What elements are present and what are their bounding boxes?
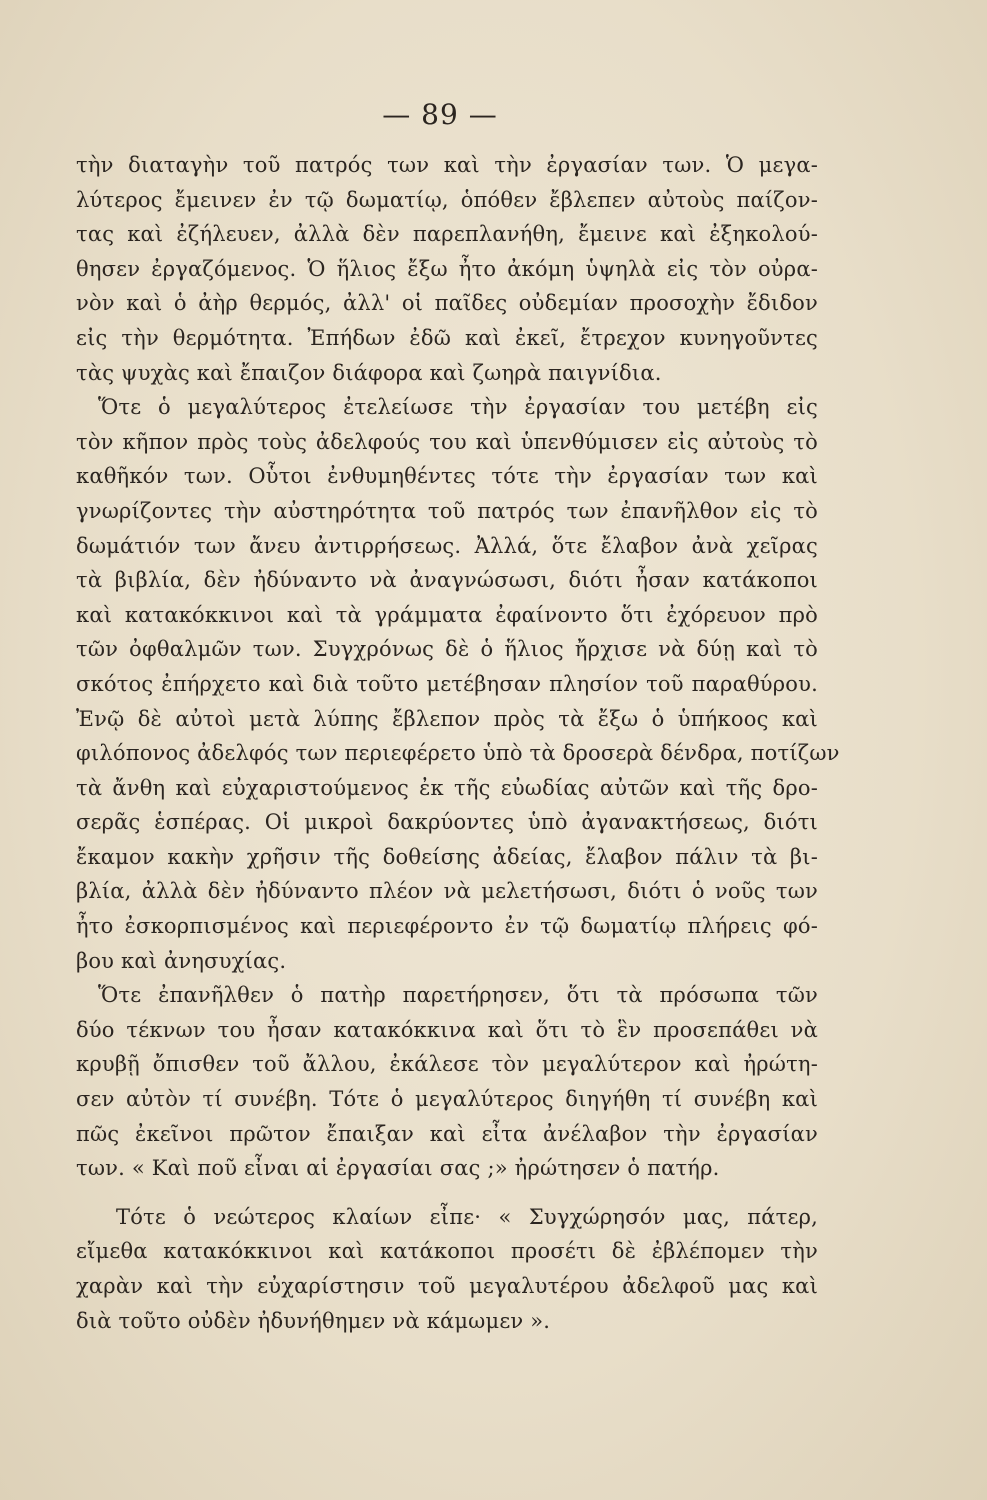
text-line: τὰς ψυχὰς καὶ ἔπαιζον διάφορα καὶ ζωηρὰ παιγνίδια. (76, 360, 662, 385)
text-line: διὰ τοῦτο οὐδὲν ἠδυνήθημεν νὰ κάμωμεν ». (76, 1308, 551, 1333)
text-line: ἔκαμον κακὴν χρῆσιν τῆς δοθείσης ἀδείας, ἔλαβον πάλιν τὰ βι- (76, 844, 818, 869)
text-line: εἰς τὴν θερμότητα. Ἐπήδων ἐδῶ καὶ ἐκεῖ, ἔτρεχον κυνηγοῦντες (76, 325, 818, 350)
text-line: βου καὶ ἀνησυχίας. (76, 948, 287, 973)
text-line: καθῆκόν των. Οὗτοι ἐνθυμηθέντες τότε τὴν ἐργασίαν των καὶ (76, 464, 818, 489)
text-line: βλία, ἀλλὰ δὲν ἠδύναντο πλέον νὰ μελετήσωσι, διότι ὁ νοῦς των (76, 879, 818, 904)
text-line: λύτερος ἔμεινεν ἐν τῷ δωματίῳ, ὁπόθεν ἔβλεπεν αὐτοὺς παίζον- (76, 187, 818, 212)
body-text (76, 148, 840, 1338)
text-line: κρυβῇ ὄπισθεν τοῦ ἄλλου, ἐκάλεσε τὸν μεγαλύτερον καὶ ἠρώτη- (76, 1052, 818, 1077)
text-line: σκότος ἐπήρχετο καὶ διὰ τοῦτο μετέβησαν πλησίον τοῦ παραθύρου. (76, 671, 818, 696)
text-line: καὶ κατακόκκινοι καὶ τὰ γράμματα ἐφαίνοντο ὅτι ἐχόρευον πρὸ (76, 602, 818, 627)
text-line: γνωρίζοντες τὴν αὐστηρότητα τοῦ πατρός των ἐπανῆλθον εἰς τὸ (76, 498, 818, 523)
paragraph-start-line: Τότε ὁ νεώτερος κλαίων εἶπε· « Συγχώρησόν μας, πάτερ, (116, 1204, 818, 1229)
text-line: θησεν ἐργαζόμενος. Ὁ ἥλιος ἔξω ἦτο ἀκόμη ὑψηλὰ εἰς τὸν οὐρα- (76, 256, 818, 281)
text-line: Ἐνῷ δὲ αὐτοὶ μετὰ λύπης ἔβλεπον πρὸς τὰ ἔξω ὁ ὑπήκοος καὶ (76, 706, 818, 731)
text-line: νὸν καὶ ὁ ἀὴρ θερμός, ἀλλ' οἱ παῖδες οὐδεμίαν προσοχὴν ἔδιδον (76, 291, 818, 316)
text-line: εἴμεθα κατακόκκινοι καὶ κατάκοποι προσέτι δὲ ἐβλέπομεν τὴν (76, 1239, 818, 1264)
text-line: δύο τέκνων του ἦσαν κατακόκκινα καὶ ὅτι τὸ ἓν προσεπάθει νὰ (76, 1017, 818, 1042)
text-line: τὴν διαταγὴν τοῦ πατρός των καὶ τὴν ἐργασίαν των. Ὁ μεγα- (76, 153, 818, 177)
text-line: ἦτο ἐσκορπισμένος καὶ περιεφέροντο ἐν τῷ δωματίῳ πλήρεις φό- (76, 914, 818, 939)
text-line: τὸν κῆπον πρὸς τοὺς ἀδελφούς του καὶ ὑπενθύμισεν εἰς αὐτοὺς τὸ (76, 429, 818, 454)
text-line: φιλόπονος ἀδελφός των περιεφέρετο ὑπὸ τὰ δροσερὰ δένδρα, ποτίζων (76, 741, 840, 766)
page-number: — 89 — (382, 98, 498, 131)
text-line: τῶν ὀφθαλμῶν των. Συγχρόνως δὲ ὁ ἥλιος ἤρχισε νὰ δύῃ καὶ τὸ (76, 637, 818, 662)
text-line: τὰ ἄνθη καὶ εὐχαριστούμενος ἐκ τῆς εὐωδίας αὐτῶν καὶ τῆς δρο- (76, 775, 818, 800)
paragraph-start-line: Ὅτε ὁ μεγαλύτερος ἐτελείωσε τὴν ἐργασίαν του μετέβη εἰς (98, 395, 818, 420)
text-line: χαρὰν καὶ τὴν εὐχαρίστησιν τοῦ μεγαλυτέρου ἀδελφοῦ μας καὶ (76, 1274, 818, 1298)
text-line: τὰ βιβλία, δὲν ἠδύναντο νὰ ἀναγνώσωσι, διότι ἦσαν κατάκοποι (76, 568, 818, 593)
text-line: σεν αὐτὸν τί συνέβη. Τότε ὁ μεγαλύτερος διηγήθη τί συνέβη καὶ (76, 1087, 818, 1112)
paragraph-start-line: Ὅτε ἐπανῆλθεν ὁ πατὴρ παρετήρησεν, ὅτι τὰ πρόσωπα τῶν (98, 983, 818, 1008)
text-line: πῶς ἐκεῖνοι πρῶτον ἔπαιξαν καὶ εἶτα ἀνέλαβον τὴν ἐργασίαν (76, 1121, 818, 1146)
text-line: σερᾶς ἑσπέρας. Οἱ μικροὶ δακρύοντες ὑπὸ ἀγανακτήσεως, διότι (76, 810, 818, 835)
text-line: δωμάτιόν των ἄνευ ἀντιρρήσεως. Ἀλλά, ὅτε ἔλαβον ἀνὰ χεῖρας (76, 533, 818, 558)
text-line: των. « Καὶ ποῦ εἶναι αἱ ἐργασίαι σας ;» ἠρώτησεν ὁ πατήρ. (76, 1156, 720, 1181)
text-line: τας καὶ ἐζήλευεν, ἀλλὰ δὲν παρεπλανήθη, ἔμεινε καὶ ἐξηκολού- (76, 222, 818, 247)
